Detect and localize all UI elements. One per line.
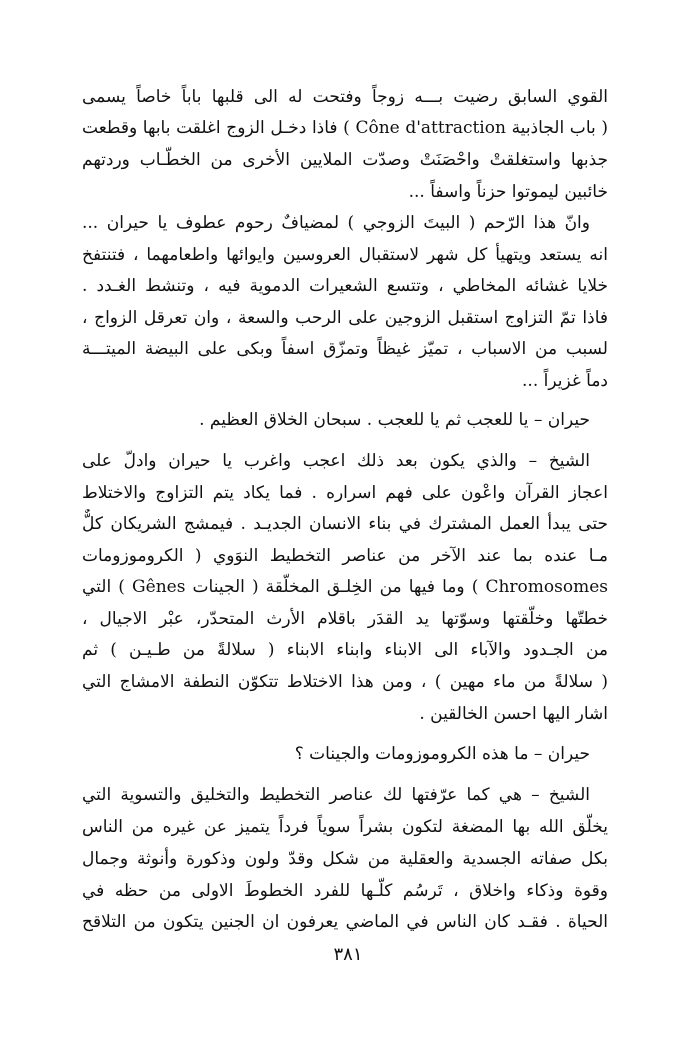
text-line: حيران – ما هذه الكروموزومات والجينات ؟ bbox=[294, 744, 590, 764]
text-line: ( سلالةً من ماء مهين ) ، ومن هذا الاختلاط تتكوّن النطفة الامشاج التي bbox=[82, 672, 608, 692]
text-line: خلايا غشائه المخاطي ، وتتسع الشعيرات الدموية فيه ، وتنشط الغـدد . bbox=[82, 276, 608, 296]
text-line: فاذا تمّ التزاوج استقبل الزوجين على الرحب والسعة ، وان تعرقل الزواج ، bbox=[82, 308, 608, 328]
text-line: وانّ هذا الرّحم ( البيتَ الزوجي ) لمضيافٌ رحوم عطوف يا حيران ... bbox=[82, 213, 590, 233]
text-line: يخلّق الله بها المضغة لتكون بشراً سوياً فرداً يتميز عن غيره من الناس bbox=[82, 817, 608, 837]
text-line: خطتّها وخلّقتها وسوّتها يد القدَر باقلام الأرث المتحدّر، عبْر الاجيال ، bbox=[82, 609, 608, 629]
text-line: اشار اليها احسن الخالقين . bbox=[419, 704, 608, 724]
text-line: الشيخ – والذي يكون بعد ذلك اعجب واغرب يا حيران وادلّ على bbox=[82, 451, 590, 471]
page-number: ٣٨١ bbox=[333, 944, 363, 965]
text-line: الشيخ – هي كما عرّفتها لك عناصر التخطيط والتخليق والتسوية التي bbox=[82, 785, 590, 805]
text-line: القوي السابق رضيت بـــه زوجاً وفتحت له الى قلبها باباً خاصاً يسمى bbox=[82, 87, 608, 107]
text-line: بكل صفاته الجسدية والعقلية من شكل وقدّ ولون وذكورة وأنوثة وجمال bbox=[82, 849, 608, 869]
text-line: جذبها واستغلقتْ واحْصَنَتْ وصدّت الملايين الأخرى من الخطّـاب وردتهم bbox=[82, 150, 608, 170]
text-line: مـا عنده بما عند الآخر من عناصر التخطيط النوَوي ( الكروموزومات bbox=[82, 546, 608, 566]
text-line: الحياة . فقـد كان الناس في الماضي يعرفون ان الجنين يتكون من التلاقح bbox=[82, 912, 608, 932]
text-line: وقوة وذكاء واخلاق ، تَرسُم كلّـها للفرد الخطوطَ الاولى من حظه في bbox=[82, 881, 608, 901]
text-line: حتى يبدأ العمل المشترك في بناء الانسان الجديـد . فيمشج الشريكان كلٌّ bbox=[82, 514, 608, 534]
text-line: Chromosomes ) وما فيها من الخِلـق المخلّقة ( الجينات Gênes ) التي bbox=[82, 577, 608, 597]
text-line: لسبب من الاسباب ، تميّز غيظاً وتمزّق اسفاً وبكى على البيضة الميتـــة bbox=[82, 339, 608, 359]
text-line: ( باب الجاذبية Cône d'attraction ) فاذا دخـل الزوج اغلقت بابها وقطعت bbox=[82, 118, 608, 138]
text-line: دماً غزيراً ... bbox=[522, 371, 608, 391]
text-line: خائبين ليموتوا حزناً واسفاً ... bbox=[408, 182, 608, 202]
text-line: حيران – يا للعجب ثم يا للعجب . سبحان الخلاق العظيم . bbox=[199, 410, 590, 430]
text-line: من الجـدود والآباء الى الابناء وابناء الابناء ( سلالةً من طـيـن ) ثم bbox=[82, 640, 608, 660]
text-line: اعجاز القرآن واعْون على فهم اسراره . فما يكاد يتم التزاوج والاختلاط bbox=[82, 483, 608, 503]
text-line: انه يستعد ويتهيأ كل شهر لاستقبال العروسين وايوائها واطعامهما ، فتنتفخ bbox=[82, 245, 608, 265]
